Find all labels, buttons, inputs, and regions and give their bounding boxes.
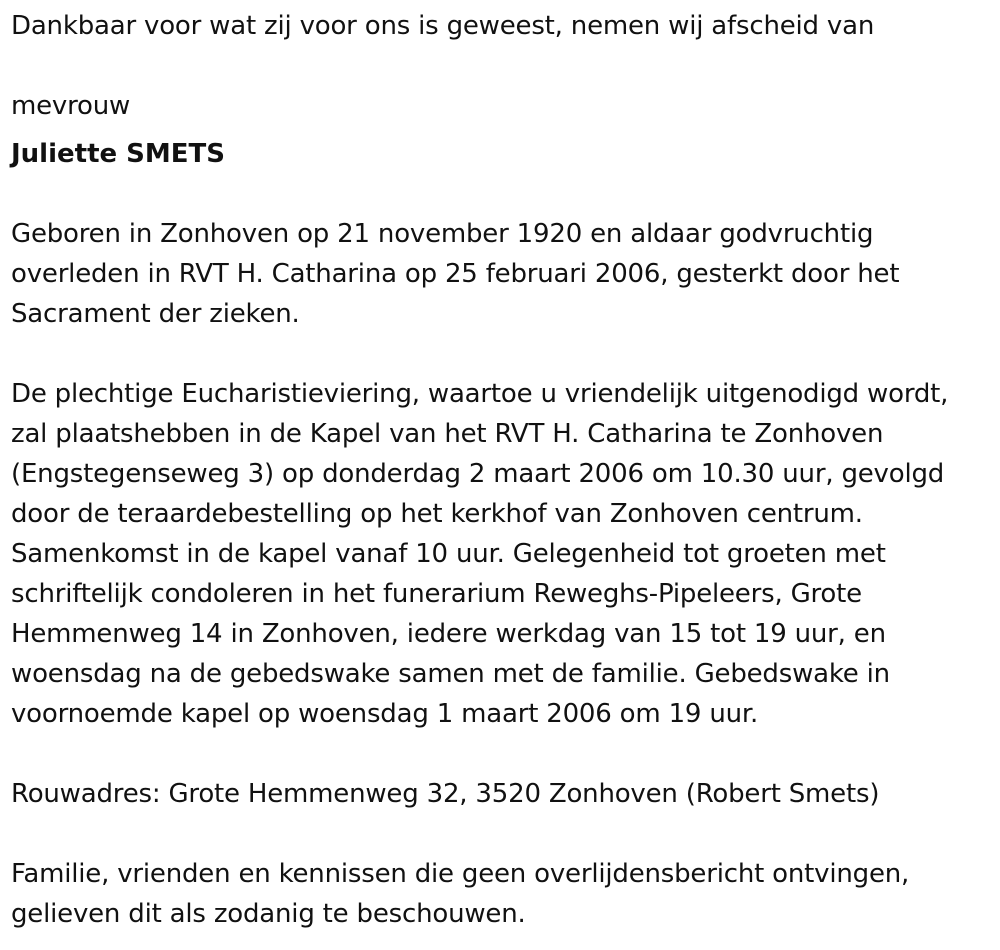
paragraph-line: voornoemde kapel op woensdag 1 maart 2006 om 19 uur. [11,699,759,729]
deceased-name: Juliette SMETS [11,139,226,169]
paragraph-line: Samenkomst in de kapel vanaf 10 uur. Gelegenheid tot groeten met [11,539,886,569]
paragraph-line: Hemmenweg 14 in Zonhoven, iedere werkdag van 15 tot 19 uur, en [11,619,886,649]
paragraph-line: Geboren in Zonhoven op 21 november 1920 en aldaar godvruchtig [11,219,874,249]
closing-paragraph [11,854,996,934]
spacer [11,334,996,374]
paragraph-line: De plechtige Eucharistieviering, waartoe u vriendelijk uitgenodigd wordt, [11,379,949,409]
intro-text: Dankbaar voor wat zij voor ons is geweest, nemen wij afscheid van [11,11,875,41]
paragraph-line: Sacrament der zieken. [11,299,300,329]
obituary-document [11,6,996,934]
salutation: mevrouw [11,91,131,121]
paragraph-line: schriftelijk condoleren in het funerarium Reweghs-Pipeleers, Grote [11,579,862,609]
spacer [11,814,996,854]
paragraph-line: overleden in RVT H. Catharina op 25 februari 2006, gesterkt door het [11,259,900,289]
spacer [11,46,996,86]
spacer [11,174,996,214]
paragraph-line: gelieven dit als zodanig te beschouwen. [11,899,526,929]
paragraph-line: Familie, vrienden en kennissen die geen overlijdensbericht ontvingen, [11,859,910,889]
mourning-address: Rouwadres: Grote Hemmenweg 32, 3520 Zonhoven (Robert Smets) [11,779,880,809]
paragraph-line: zal plaatshebben in de Kapel van het RVT H. Catharina te Zonhoven [11,419,884,449]
birth-death-paragraph [11,214,996,334]
paragraph-line: woensdag na de gebedswake samen met de familie. Gebedswake in [11,659,890,689]
ceremony-paragraph [11,374,996,734]
paragraph-line: (Engstegenseweg 3) op donderdag 2 maart 2006 om 10.30 uur, gevolgd [11,459,945,489]
spacer [11,734,996,774]
paragraph-line: door de teraardebestelling op het kerkhof van Zonhoven centrum. [11,499,863,529]
